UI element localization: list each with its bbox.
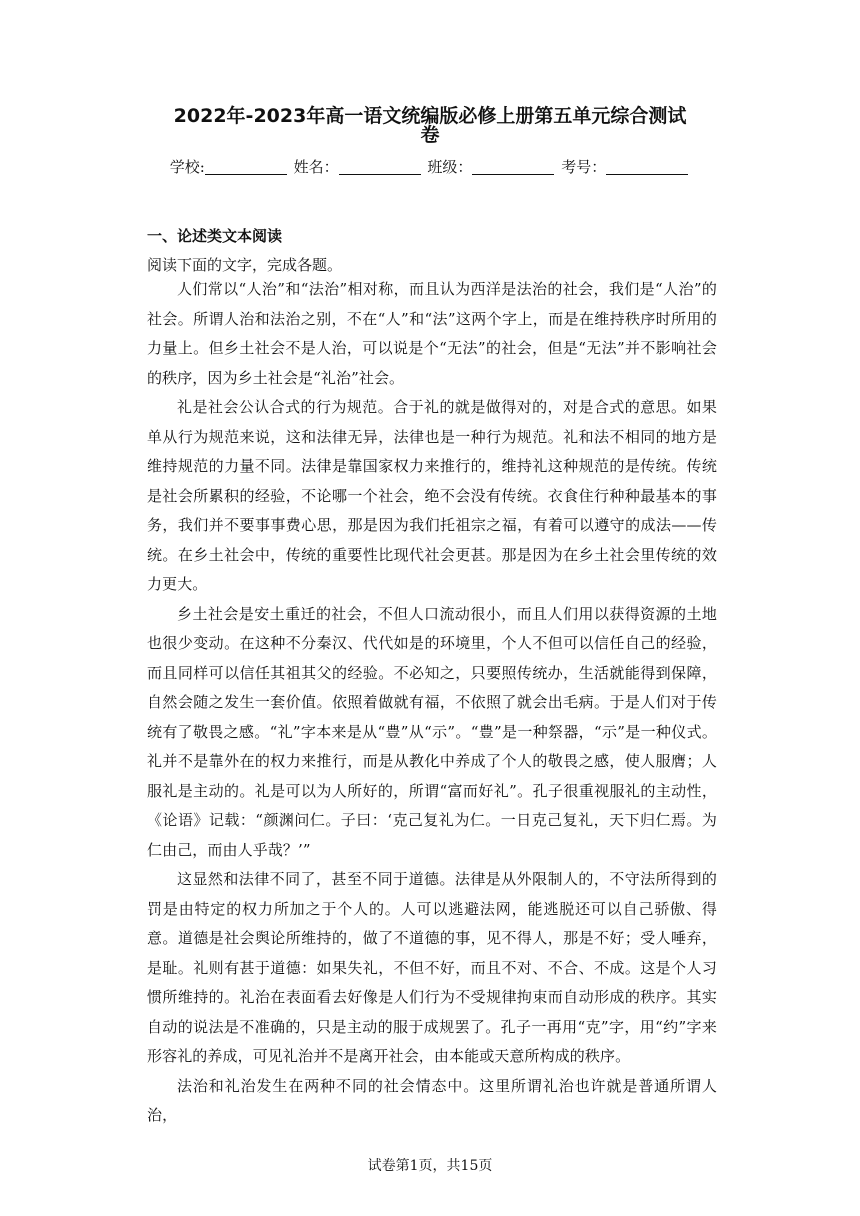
passage-paragraph-5: 法治和礼治发生在两种不同的社会情态中。这里所谓礼治也许就是普通所谓人治， bbox=[147, 1076, 717, 1124]
exam-number-blank bbox=[606, 158, 688, 175]
page-footer: 试卷第1页，共15页 bbox=[367, 1158, 493, 1174]
passage-paragraph-3: 乡土社会是安土重迁的社会，不但人口流动很小，而且人们用以获得资源的土地也很少变动。在这种不分秦汉、代代如是的环境里，个人不但可以信任自己的经验，而且同样可以信任其祖其父的经验。不必知之，只要照传统办，生活就能得到保障，自然会随之发生一套价值。依照着做就有福，不依照了就会出毛病。于是人们对于传统有了敬畏之感。“礼”字本来是从“豊”从“示”。“豊”是一种祭器，“示”是一种仪式。礼并不是靠外在的权力来推行，而是从教化中养成了个人的敬畏之感，使人服膺；人服礼是主动的。礼是可以为人所好的，所谓“富而好礼”。孔子很重视服礼的主动性，《论语》记载：“颜渊问仁。子曰：‘克己复礼为仁。一日克己复礼，天下归仁焉。为仁由己，而由人乎哉？’” bbox=[147, 604, 717, 859]
exam-title-line-1: 2022年-2023年高一语文统编版必修上册第五单元综合测试 bbox=[173, 105, 687, 127]
school-label: 学校: bbox=[169, 158, 205, 176]
reading-passage bbox=[147, 275, 717, 1131]
passage-paragraph-4: 这显然和法律不同了，甚至不同于道德。法律是从外限制人的，不守法所得到的罚是由特定的权力所加之于个人的。人可以逃避法网，能逃脱还可以自己骄傲、得意。道德是社会舆论所维持的，做了不道德的事，见不得人，那是不好；受人唾弃，是耻。礼则有甚于道德：如果失礼，不但不好，而且不对、不合、不成。这是个人习惯所维持的。礼治在表面看去好像是人们行为不受规律拘束而自动形成的秩序。其实自动的说法是不准确的，只是主动的服于成规罢了。孔子一再用“克”字，用“约”字来形容礼的养成，可见礼治并不是离开社会，由本能或天意所构成的秩序。 bbox=[147, 870, 717, 1065]
name-label: 姓名： bbox=[293, 158, 339, 176]
student-info-line bbox=[0, 155, 860, 179]
exam-number-label: 考号： bbox=[561, 158, 607, 176]
passage-paragraph-2: 礼是社会公认合式的行为规范。合于礼的就是做得对的，对是合式的意思。如果单从行为规范来说，这和法律无异，法律也是一种行为规范。礼和法不相同的地方是维持规范的力量不同。法律是靠国家权力来推行的，维持礼这种规范的是传统。传统是社会所累积的经验，不论哪一个社会，绝不会没有传统。衣食住行种种最基本的事务，我们并不要事事费心思，那是因为我们托祖宗之福，有着可以遵守的成法——传统。在乡土社会中，传统的重要性比现代社会更甚。那是因为在乡土社会里传统的效力更大。 bbox=[147, 398, 717, 593]
section-instruction: 阅读下面的文字，完成各题。 bbox=[147, 256, 343, 274]
school-blank bbox=[205, 158, 287, 175]
section-heading: 一、论述类文本阅读 bbox=[147, 227, 283, 245]
name-blank bbox=[339, 158, 421, 175]
class-label: 班级： bbox=[427, 158, 473, 176]
class-blank bbox=[472, 158, 554, 175]
passage-paragraph-1: 人们常以“人治”和“法治”相对称，而且认为西洋是法治的社会，我们是“人治”的社会。所谓人治和法治之别，不在“人”和“法”这两个字上，而是在维持秩序时所用的力量上。但乡土社会不是人治，可以说是个“无法”的社会，但是“无法”并不影响社会的秩序，因为乡土社会是“礼治”社会。 bbox=[147, 280, 717, 387]
exam-title-line-2: 卷 bbox=[420, 124, 440, 146]
